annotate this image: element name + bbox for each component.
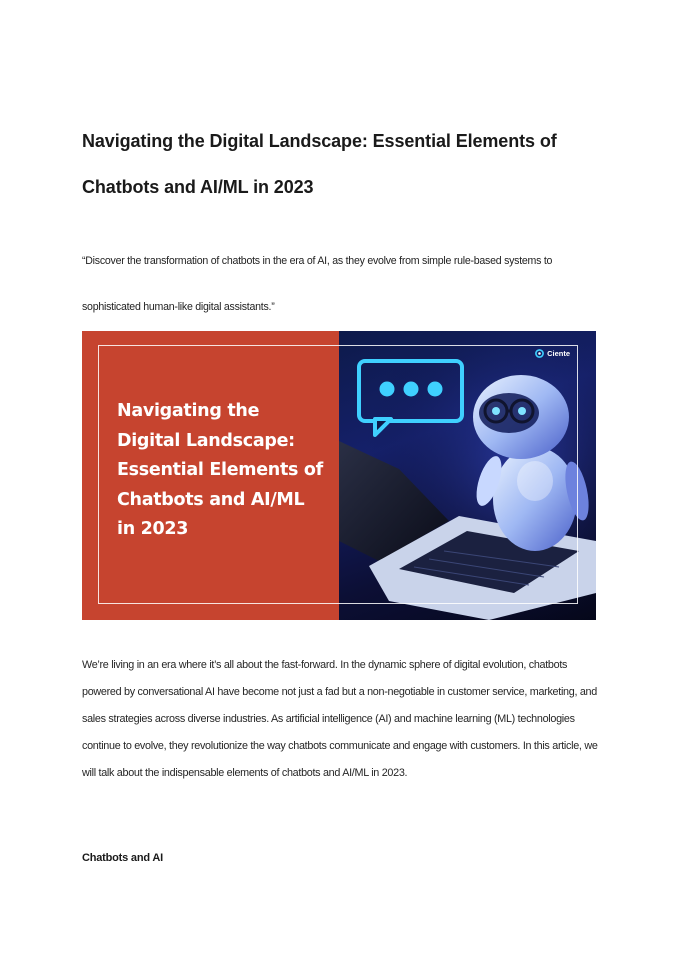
- brand-logo: [535, 349, 570, 358]
- banner-title: Navigating the Digital Landscape: Essential Elements of Chatbots and AI/ML in 2023: [117, 401, 323, 539]
- intro-paragraph: We’re living in an era where it’s all about the fast-forward. In the dynamic sphere of digital evolution, chatbots powered by conversational AI have become not just a fad but a non-negotiable in customer service, marketing, and sales strategies across diverse industries. As artificial intelligence (AI) and machine learning (ML) technologies continue to evolve, they revolutionize the way chatbots communicate and engage with customers. In this article, we will talk about the indispensable elements of chatbots and AI/ML in 2023.: [82, 659, 598, 779]
- banner-image: [82, 331, 596, 620]
- intro-quote: “Discover the transformation of chatbots in the era of AI, as they evolve from simple rule-based systems to sophisticated human-like digital assistants.”: [82, 255, 553, 313]
- document-title: Navigating the Digital Landscape: Essential Elements of Chatbots and AI/ML in 2023: [82, 131, 557, 197]
- ciente-logo-icon: [535, 349, 544, 358]
- section-heading: Chatbots and AI: [82, 852, 163, 864]
- brand-name: Ciente: [547, 349, 570, 358]
